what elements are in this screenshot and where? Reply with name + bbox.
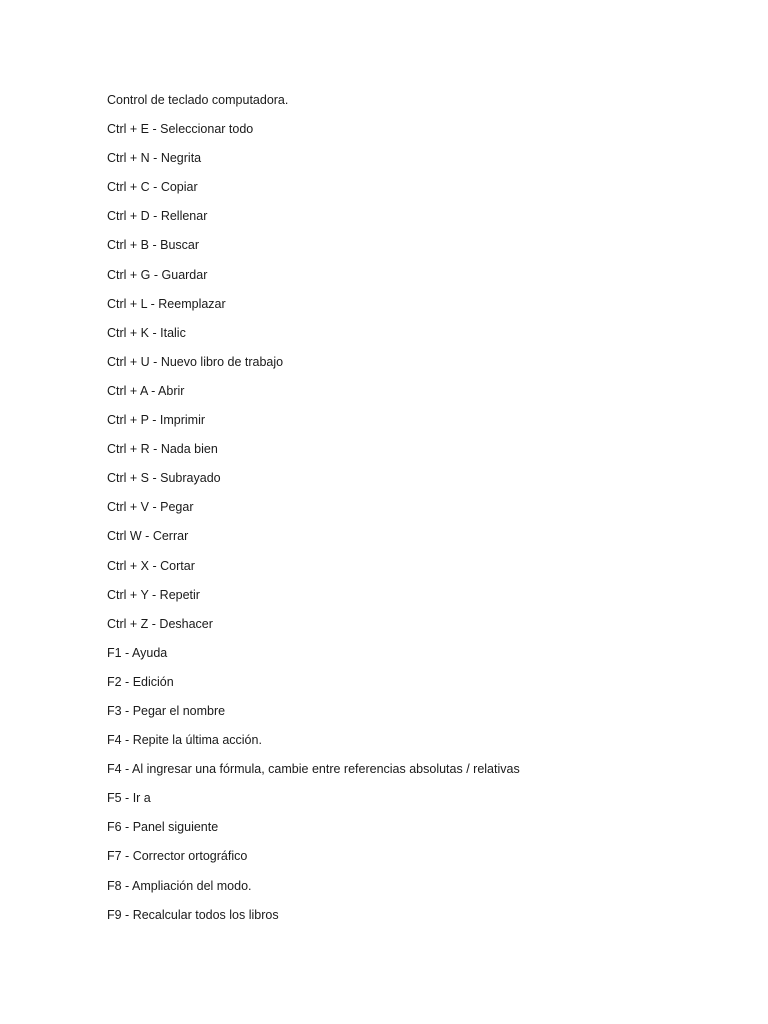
shortcut-line: F4 - Repite la última acción. (107, 733, 262, 748)
shortcut-line: F5 - Ir a (107, 791, 151, 806)
shortcut-line: Ctrl + K - Italic (107, 325, 186, 340)
shortcut-line: Ctrl + A - Abrir (107, 383, 185, 398)
shortcut-line: F1 - Ayuda (107, 645, 168, 660)
shortcut-line: F8 - Ampliación del modo. (107, 878, 252, 893)
document-body (107, 91, 727, 935)
shortcut-line: F4 - Al ingresar una fórmula, cambie entre referencias absolutas / relativas (107, 762, 520, 777)
shortcut-line: Ctrl + R - Nada bien (107, 442, 218, 457)
shortcut-line: Ctrl + L - Reemplazar (107, 296, 226, 311)
shortcut-line: Ctrl + N - Negrita (107, 151, 202, 166)
shortcut-line: Ctrl + B - Buscar (107, 238, 200, 253)
shortcut-line: Ctrl + X - Cortar (107, 558, 195, 573)
document-title: Control de teclado computadora. (107, 93, 289, 107)
shortcut-line: F3 - Pegar el nombre (107, 703, 226, 718)
shortcut-line: Ctrl + Y - Repetir (107, 587, 200, 602)
shortcut-line: Ctrl + P - Imprimir (107, 413, 206, 428)
shortcut-line: Ctrl + E - Seleccionar todo (107, 122, 254, 137)
shortcut-line: Ctrl W - Cerrar (107, 529, 189, 544)
shortcut-line: F6 - Panel siguiente (107, 820, 219, 835)
shortcut-line: F7 - Corrector ortográfico (107, 849, 248, 864)
shortcut-line: Ctrl + Z - Deshacer (107, 616, 213, 631)
shortcut-line: Ctrl + G - Guardar (107, 267, 208, 282)
shortcut-line: Ctrl + C - Copiar (107, 180, 198, 195)
shortcut-line: Ctrl + D - Rellenar (107, 209, 208, 224)
shortcut-line: Ctrl + U - Nuevo libro de trabajo (107, 354, 284, 369)
shortcut-line: F9 - Recalcular todos los libros (107, 907, 279, 922)
shortcut-line: Ctrl + V - Pegar (107, 500, 194, 515)
shortcut-line: F2 - Edición (107, 674, 174, 689)
shortcut-line: Ctrl + S - Subrayado (107, 471, 221, 486)
